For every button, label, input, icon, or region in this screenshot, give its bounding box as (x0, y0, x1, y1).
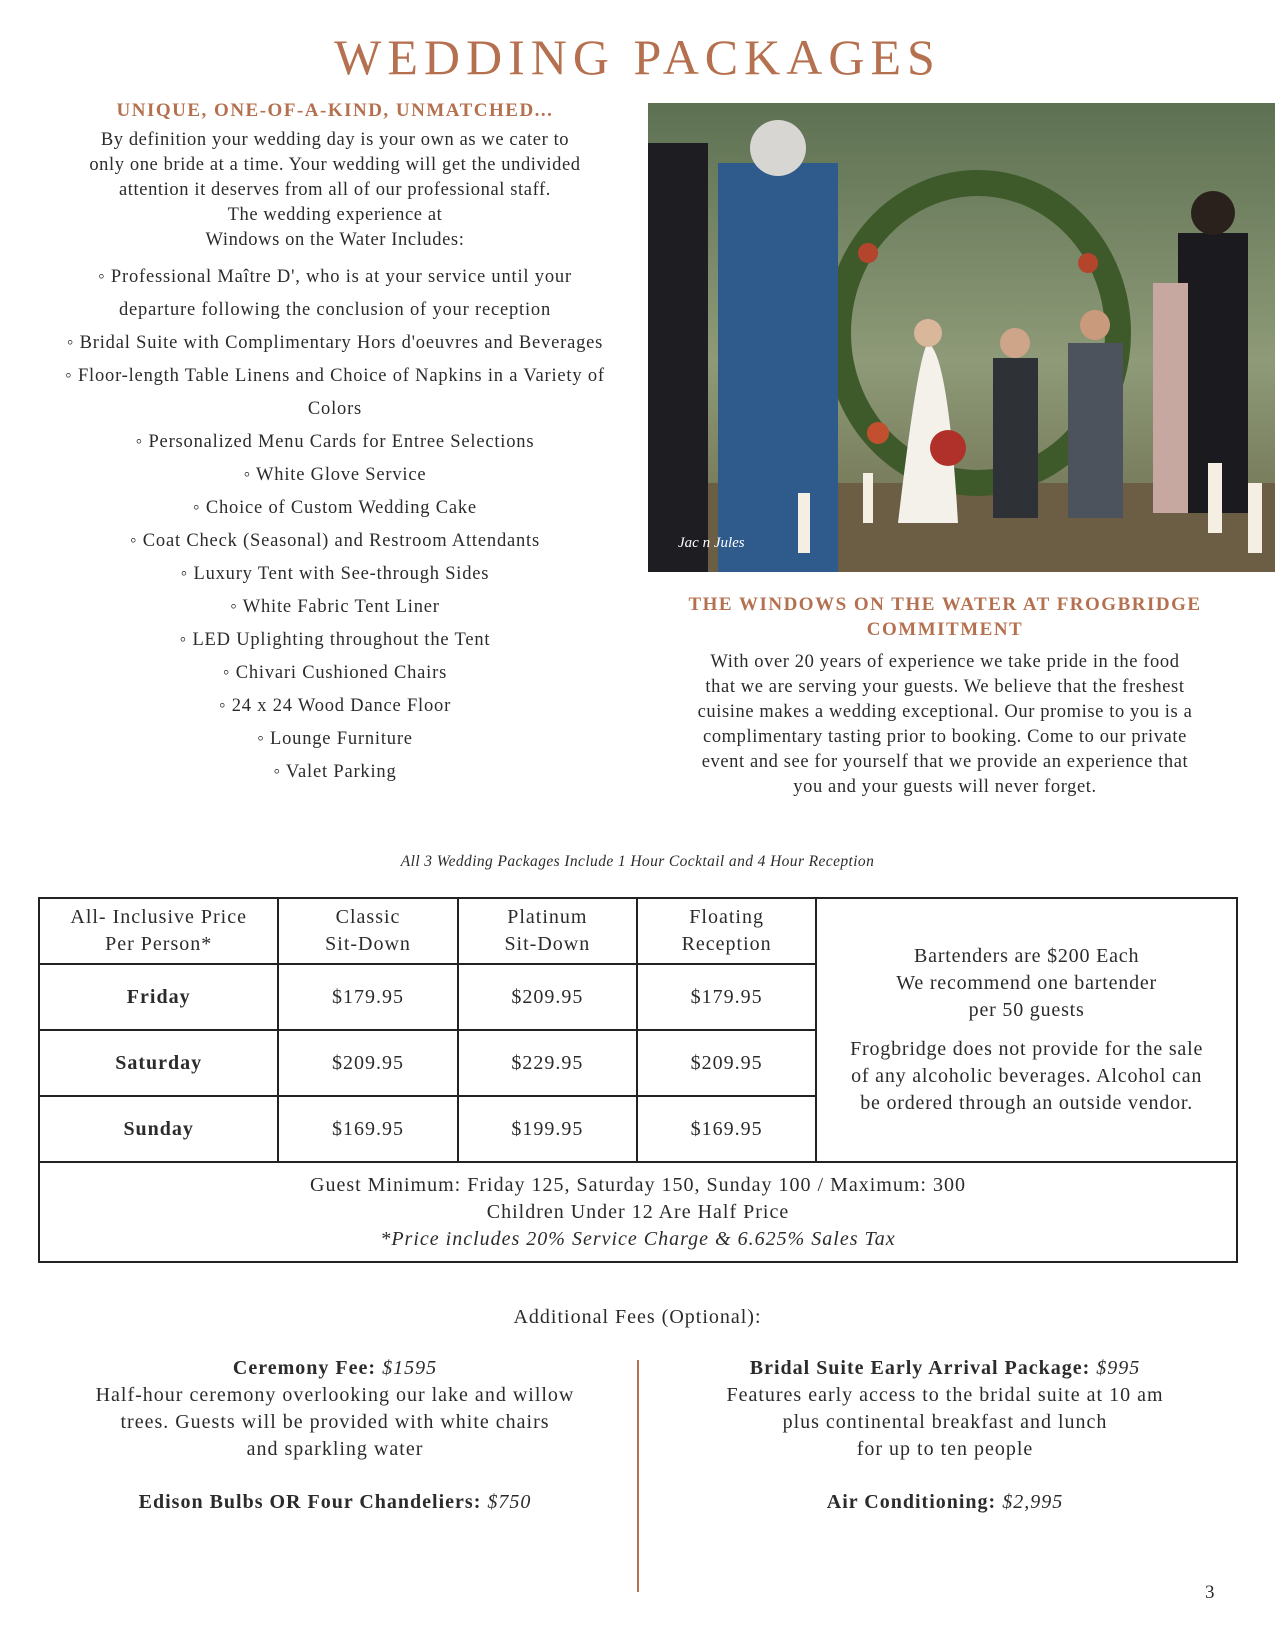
photo-credit: Jac n Jules (678, 535, 745, 551)
bartender-line: We recommend one bartender (896, 972, 1158, 994)
fee-amount: $1595 (382, 1357, 438, 1379)
fee-desc-line: plus continental breakfast and lunch (782, 1411, 1108, 1433)
commitment-text (655, 650, 1235, 800)
commitment-column (655, 592, 1235, 800)
day-cell: Sunday (39, 1096, 278, 1162)
header-line: Sit-Down (325, 933, 411, 955)
fee-label: Bridal Suite Early Arrival Package: (749, 1357, 1091, 1379)
list-item: ◦ Professional Maître D', who is at your service until your departure following the conclusion of your reception (98, 267, 572, 320)
commitment-line: event and see for yourself that we provide an experience that (701, 752, 1189, 772)
list-item-text: Professional Maître D', who is at your service until your departure following the conclusion of your reception (110, 267, 572, 320)
list-item-text: 24 x 24 Wood Dance Floor (231, 696, 452, 716)
children-note: Children Under 12 Are Half Price (486, 1200, 790, 1223)
page-number: 3 (1205, 1582, 1215, 1603)
intro-line: attention it deserves from all of our professional staff. (118, 180, 551, 200)
additional-fees-heading: Additional Fees (Optional): (513, 1306, 762, 1328)
alcohol-line: Frogbridge does not provide for the sale (850, 1038, 1204, 1060)
ceremony-photo (648, 103, 1275, 572)
price-cell: $169.95 (637, 1096, 816, 1162)
price-cell: $169.95 (278, 1096, 457, 1162)
column-divider (637, 1360, 639, 1592)
list-item: ◦ Valet Parking (273, 762, 397, 782)
price-cell: $179.95 (278, 964, 457, 1030)
fee-desc-line: trees. Guests will be provided with white chairs (120, 1411, 550, 1433)
price-cell: $209.95 (278, 1030, 457, 1096)
list-item: ◦ White Glove Service (243, 465, 427, 485)
intro-line: The wedding experience at (227, 205, 443, 225)
list-item-text: Chivari Cushioned Chairs (235, 663, 448, 683)
list-item: ◦ Bridal Suite with Complimentary Hors d'oeuvres and Beverages (66, 333, 604, 353)
bartender-line: Bartenders are $200 Each (914, 945, 1140, 967)
fee-desc-line: Half-hour ceremony overlooking our lake and willow (95, 1384, 575, 1406)
fee-description (655, 1382, 1235, 1463)
guest-minimum: Guest Minimum: Friday 125, Saturday 150, Sunday 100 / Maximum: 300 (310, 1173, 966, 1196)
list-item: ◦ Choice of Custom Wedding Cake (193, 498, 477, 518)
fee-label: Edison Bulbs OR Four Chandeliers: (138, 1491, 482, 1513)
list-item-text: Bridal Suite with Complimentary Hors d'oeuvres and Beverages (79, 333, 604, 353)
fee-title (40, 1489, 630, 1516)
ceremony-illustration (648, 103, 1275, 572)
list-item-text: Valet Parking (285, 762, 397, 782)
header-cell (458, 898, 637, 964)
fee-title (40, 1355, 630, 1382)
header-line: Platinum (507, 906, 588, 928)
fee-amount: $995 (1096, 1357, 1141, 1379)
price-cell: $209.95 (637, 1030, 816, 1096)
header-line: Per Person* (105, 933, 213, 955)
price-table (38, 897, 1238, 1263)
bartender-note (825, 943, 1228, 1024)
price-cell: $209.95 (458, 964, 637, 1030)
list-item-text: Floor-length Table Linens and Choice of Napkins in a Variety of Colors (77, 366, 605, 419)
fee-description (40, 1382, 630, 1463)
bartender-line: per 50 guests (968, 999, 1085, 1021)
commitment-line: you and your guests will never forget. (793, 777, 1097, 797)
commitment-heading (655, 592, 1235, 642)
price-cell: $199.95 (458, 1096, 637, 1162)
list-item: ◦ Chivari Cushioned Chairs (222, 663, 448, 683)
fee-title (655, 1355, 1235, 1382)
fee-amount: $2,995 (1002, 1491, 1064, 1513)
list-item: ◦ Luxury Tent with See-through Sides (180, 564, 490, 584)
list-item: ◦ LED Uplighting throughout the Tent (179, 630, 491, 650)
header-cell (39, 898, 278, 964)
day-cell: Saturday (39, 1030, 278, 1096)
intro-subhead: UNIQUE, ONE-OF-A-KIND, UNMATCHED... (116, 100, 554, 121)
fee-label: Ceremony Fee: (232, 1357, 377, 1379)
list-item-text: White Glove Service (256, 465, 427, 485)
list-item-text: White Fabric Tent Liner (242, 597, 440, 617)
commitment-heading-line: COMMITMENT (866, 619, 1024, 640)
list-item-text: Personalized Menu Cards for Entree Selections (148, 432, 535, 452)
header-line: Floating (689, 906, 764, 928)
header-line: Reception (681, 933, 772, 955)
table-footer-row (39, 1162, 1237, 1262)
alcohol-line: be ordered through an outside vendor. (860, 1092, 1194, 1114)
list-item: ◦ Personalized Menu Cards for Entree Selections (135, 432, 535, 452)
intro-text (40, 128, 630, 253)
price-cell: $229.95 (458, 1030, 637, 1096)
header-cell (278, 898, 457, 964)
fees-left-column (40, 1355, 630, 1516)
list-item: ◦ Coat Check (Seasonal) and Restroom Attendants (130, 531, 540, 551)
alcohol-note (825, 1036, 1228, 1117)
fee-title (655, 1489, 1235, 1516)
table-header-row (39, 898, 1237, 964)
fee-amount: $750 (487, 1491, 532, 1513)
list-item: ◦ Lounge Furniture (257, 729, 413, 749)
list-item-text: LED Uplighting throughout the Tent (192, 630, 491, 650)
list-item: ◦ 24 x 24 Wood Dance Floor (218, 696, 452, 716)
commitment-heading-line: THE WINDOWS ON THE WATER AT FROGBRIDGE (688, 594, 1202, 615)
fee-desc-line: Features early access to the bridal suite at 10 am (726, 1384, 1164, 1406)
day-cell: Friday (39, 964, 278, 1030)
list-item: ◦ Floor-length Table Linens and Choice of Napkins in a Variety of Colors (65, 366, 605, 419)
tax-note: *Price includes 20% Service Charge & 6.625% Sales Tax (380, 1227, 896, 1250)
fee-label: Air Conditioning: (826, 1491, 997, 1513)
page-title: WEDDING PACKAGES (334, 29, 941, 85)
header-line: All- Inclusive Price (70, 906, 247, 928)
package-note: All 3 Wedding Packages Include 1 Hour Cocktail and 4 Hour Reception (400, 853, 875, 870)
commitment-line: complimentary tasting prior to booking. Come to our private (703, 727, 1187, 747)
intro-line: By definition your wedding day is your own as we cater to (100, 130, 570, 150)
commitment-line: cuisine makes a wedding exceptional. Our promise to you is a (697, 702, 1193, 722)
list-item-text: Coat Check (Seasonal) and Restroom Attendants (142, 531, 540, 551)
guest-info-cell (39, 1162, 1237, 1262)
list-item: ◦ White Fabric Tent Liner (230, 597, 440, 617)
bar-policy-cell (816, 898, 1237, 1162)
fees-right-column (655, 1355, 1235, 1516)
fee-desc-line: for up to ten people (856, 1438, 1034, 1460)
fee-desc-line: and sparkling water (246, 1438, 424, 1460)
commitment-line: that we are serving your guests. We believe that the freshest (705, 677, 1185, 697)
intro-column (40, 100, 630, 789)
alcohol-line: of any alcoholic beverages. Alcohol can (851, 1065, 1203, 1087)
header-line: Sit-Down (504, 933, 591, 955)
header-line: Classic (335, 906, 401, 928)
list-item-text: Choice of Custom Wedding Cake (205, 498, 477, 518)
list-item-text: Luxury Tent with See-through Sides (193, 564, 490, 584)
price-cell: $179.95 (637, 964, 816, 1030)
intro-line: Windows on the Water Includes: (205, 230, 465, 250)
commitment-line: With over 20 years of experience we take pride in the food (710, 652, 1180, 672)
list-item-text: Lounge Furniture (270, 729, 413, 749)
intro-line: only one bride at a time. Your wedding will get the undivided (89, 155, 581, 175)
header-cell (637, 898, 816, 964)
includes-list (40, 261, 630, 789)
